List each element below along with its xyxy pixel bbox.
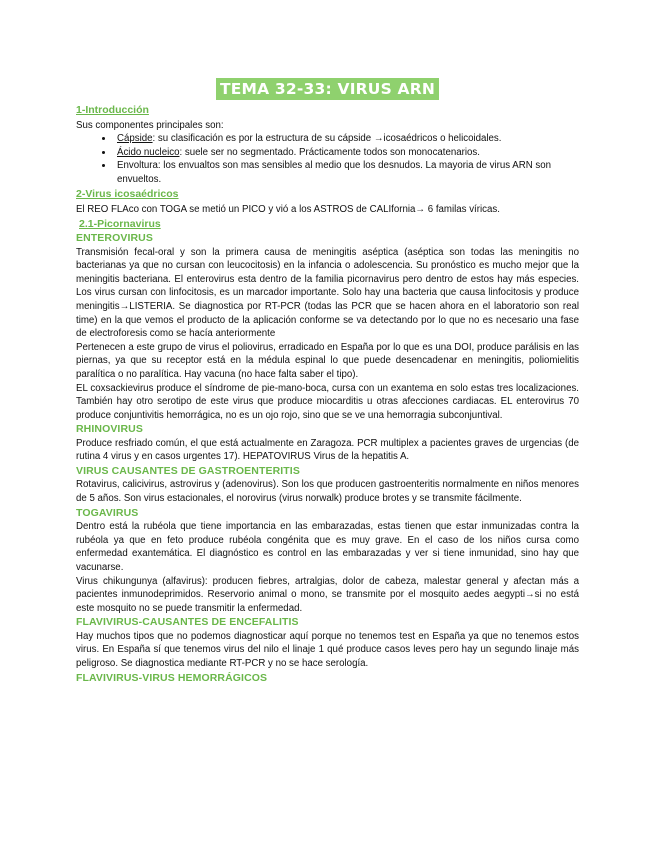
heading-enterovirus: ENTEROVIRUS xyxy=(76,232,153,245)
enterovirus-paragraph-2: Pertenecen a este grupo de virus el poliovirus, erradicado en España por lo que es una DOI, produce parálisis en las piernas, ya que su receptor está en la médula espinal lo que puede desencadenar en meningitis, poliomielitis paralítica o no paralítica. Hay vacuna (no hace falta saber el tipo). xyxy=(76,341,579,380)
intro-lead: Sus componentes principales son: xyxy=(76,119,224,131)
flavivirus-encefalitis-paragraph: Hay muchos tipos que no podemos diagnosticar aquí porque no tenemos test en España ya que no tenemos estos virus. En España sí que tenemos virus del nilo el linaje 1 qué produce casos leves pero hay un segundo linaje más peligroso. Se diagnostica mediante RT-PCR y no se hace serología. xyxy=(76,630,579,669)
list-item xyxy=(114,132,579,146)
document-title: TEMA 32-33: VIRUS ARN xyxy=(216,78,439,100)
icosa-text: El REO FLAco con TOGA se metió un PICO y vió a los ASTROS de CALIfornia→ 6 familas víricas. xyxy=(76,203,500,215)
bullet-text: : suele ser no segmentado. Prácticamente todos son monocatenarios. xyxy=(179,146,480,158)
section-heading-introduccion: 1-Introducción xyxy=(76,104,149,116)
heading-togavirus: TOGAVIRUS xyxy=(76,506,139,519)
subsection-heading-picornavirus: 2.1-Picornavirus xyxy=(79,217,161,230)
rhinovirus-paragraph: Produce resfriado común, el que está actualmente en Zaragoza. PCR multiplex a pacientes graves de urgencias (de rutina 4 virus y en casos urgentes 17). HEPATOVIRUS Virus de la hepatitis A. xyxy=(76,437,579,463)
bullet-text: : su clasificación es por la estructura de su cápside →icosaédricos o helicoidales. xyxy=(152,133,502,145)
list-item xyxy=(114,159,579,186)
gastro-paragraph: Rotavirus, calicivirus, astrovirus y (adenovirus). Son los que producen gastroenteritis normalmente en niños menores de 5 años. Son virus estacionales, el norovirus (virus norwalk) produce brotes y se transmite fácilmente. xyxy=(76,479,579,505)
enterovirus-paragraph-3: EL coxsackievirus produce el síndrome de pie-mano-boca, cursa con un exantema en solo estas tres localizaciones. También hay otro serotipo de este virus que produce miocarditis u otras afecciones cardiacas. EL enterovirus 70 produce conjuntivitis hemorrágica, no es un ojo rojo, sino que se ve una hemorragia subconjuntival. xyxy=(76,382,579,421)
togavirus-paragraph-2: Virus chikungunya (alfavirus): producen fiebres, artralgias, dolor de cabeza, malestar general y afectan más a pacientes inmunodeprimidos. Reservorio animal o mono, se transmite por el mosquito aedes aegypti→si no está este mosquito no se puede transmitir la enfermedad. xyxy=(76,575,579,614)
title-wrap xyxy=(76,78,579,100)
document-page xyxy=(76,78,579,685)
heading-rhinovirus: RHINOVIRUS xyxy=(76,423,143,436)
heading-gastroenteritis: VIRUS CAUSANTES DE GASTROENTERITIS xyxy=(76,464,300,477)
togavirus-paragraph-1: Dentro está la rubéola que tiene importancia en las embarazadas, estas tienen que estar inmunizadas contra la rubéola ya que en feto produce rubéola congénita que es muy grave. En el caso de los niños cursa como enfermedad exantemática. El diagnóstico es control en las embarazadas y ver si tiene inmunidad, sino hay que vacunarse. xyxy=(76,521,579,573)
heading-flavivirus-encefalitis: FLAVIVIRUS-CAUSANTES DE ENCEFALITIS xyxy=(76,616,299,629)
heading-flavivirus-hemorragicos: FLAVIVIRUS-VIRUS HEMORRÁGICOS xyxy=(76,671,268,684)
bullet-term: Ácido nucleico xyxy=(117,146,180,158)
bullet-text: Envoltura: los envualtos son mas sensibles al medio que los desnudos. La mayoria de virus ARN son envueltos. xyxy=(117,160,552,185)
section-heading-icosaedricos: 2-Virus icosaédricos xyxy=(76,188,179,201)
enterovirus-paragraph-1: Transmisión fecal-oral y son la primera causa de meningitis aséptica (aséptica son todas las meningitis no bacterianas ya que no cursan con leucocitosis) en la infancia o adolescencia. Su pronóstico es mucho mejor que la meningitis bacteriana. El enterovirus esta dentro de la familia picornavirus pero dentro de estos hay más especies. Los virus cursan con linfocitosis, es un marcador importante. Solo hay una bacteria que causa linfocitosis y produce meningitis→LISTERIA. Se diagnostica por RT-PCR (todas las PCR que se hacen ahora en el laboratorio son real time) en la que vemos el producto de la aplicación conforme se va detectando por lo que no es necesario una fase de electroforesis como se hacía anteriormente xyxy=(76,246,579,340)
bullet-term: Cápside xyxy=(117,133,153,145)
list-item xyxy=(114,146,579,160)
intro-bullet-list xyxy=(76,132,579,186)
